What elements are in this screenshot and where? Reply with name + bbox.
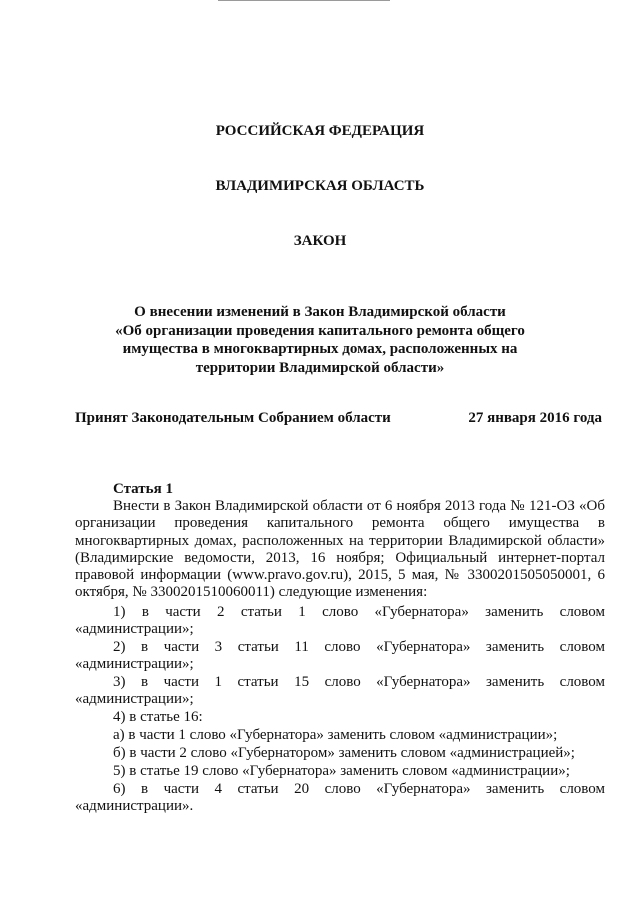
- article-title: Статья 1: [113, 481, 173, 497]
- intro-line: правовой информации (www.pravo.gov.ru), 2015, 5 мая, № 3300201505050001, 6: [75, 567, 605, 584]
- list-item: а) в части 1 слово «Губернатора» заменить словом «администрации»;: [113, 727, 558, 743]
- law-title-line: территории Владимирской области»: [195, 359, 445, 376]
- region-heading: ВЛАДИМИРСКАЯ ОБЛАСТЬ: [215, 178, 425, 194]
- adoption-body: Принят Законодательным Собранием области: [75, 410, 391, 426]
- list-item: [75, 639, 605, 674]
- list-item-line: «администрации»;: [75, 691, 194, 708]
- scan-edge-line: [218, 0, 390, 1]
- list-item: 4) в статье 16:: [113, 709, 203, 725]
- list-item: [75, 604, 605, 639]
- list-item: б) в части 2 слово «Губернатором» заменить словом «администрацией»;: [113, 745, 575, 761]
- article-intro: [75, 498, 605, 602]
- list-item-line: «администрации».: [75, 798, 194, 815]
- doc-type-heading: ЗАКОН: [293, 233, 347, 249]
- list-item-line: «администрации»;: [75, 656, 194, 673]
- country-heading: РОССИЙСКАЯ ФЕДЕРАЦИЯ: [215, 123, 425, 139]
- list-item-line: 6) в части 4 статьи 20 слово «Губернатора» заменить словом: [113, 781, 605, 797]
- intro-line: многоквартирных домах, расположенных на территории Владимирской области»: [75, 532, 605, 549]
- list-item: 5) в статье 19 слово «Губернатора» заменить словом «администрации»;: [113, 763, 570, 779]
- list-item-line: «администрации»;: [75, 621, 194, 638]
- list-item-line: 3) в части 1 статьи 15 слово «Губернатора» заменить словом: [113, 674, 605, 690]
- adoption-date: 27 января 2016 года: [468, 410, 602, 426]
- intro-line: октября, № 3300201510060011) следующие изменения:: [75, 584, 428, 601]
- law-title: [110, 303, 530, 377]
- law-title-line: О внесении изменений в Закон Владимирской области: [134, 304, 506, 320]
- law-title-line: «Об организации проведения капитального ремонта общего: [115, 322, 525, 339]
- list-item-line: 2) в части 3 статьи 11 слово «Губернатора» заменить словом: [113, 639, 605, 655]
- list-item: [75, 781, 605, 816]
- intro-line: (Владимирские ведомости, 2013, 16 ноября; Официальный интернет-портал: [75, 549, 605, 566]
- law-title-line: имущества в многоквартирных домах, расположенных на: [122, 341, 518, 357]
- list-item: [75, 674, 605, 709]
- intro-line: Внести в Закон Владимирской области от 6 ноября 2013 года № 121-ОЗ «Об: [113, 498, 605, 514]
- intro-line: организации проведения капитального ремонта общего имущества в: [75, 515, 605, 532]
- list-item-line: 1) в части 2 статьи 1 слово «Губернатора» заменить словом: [113, 604, 605, 620]
